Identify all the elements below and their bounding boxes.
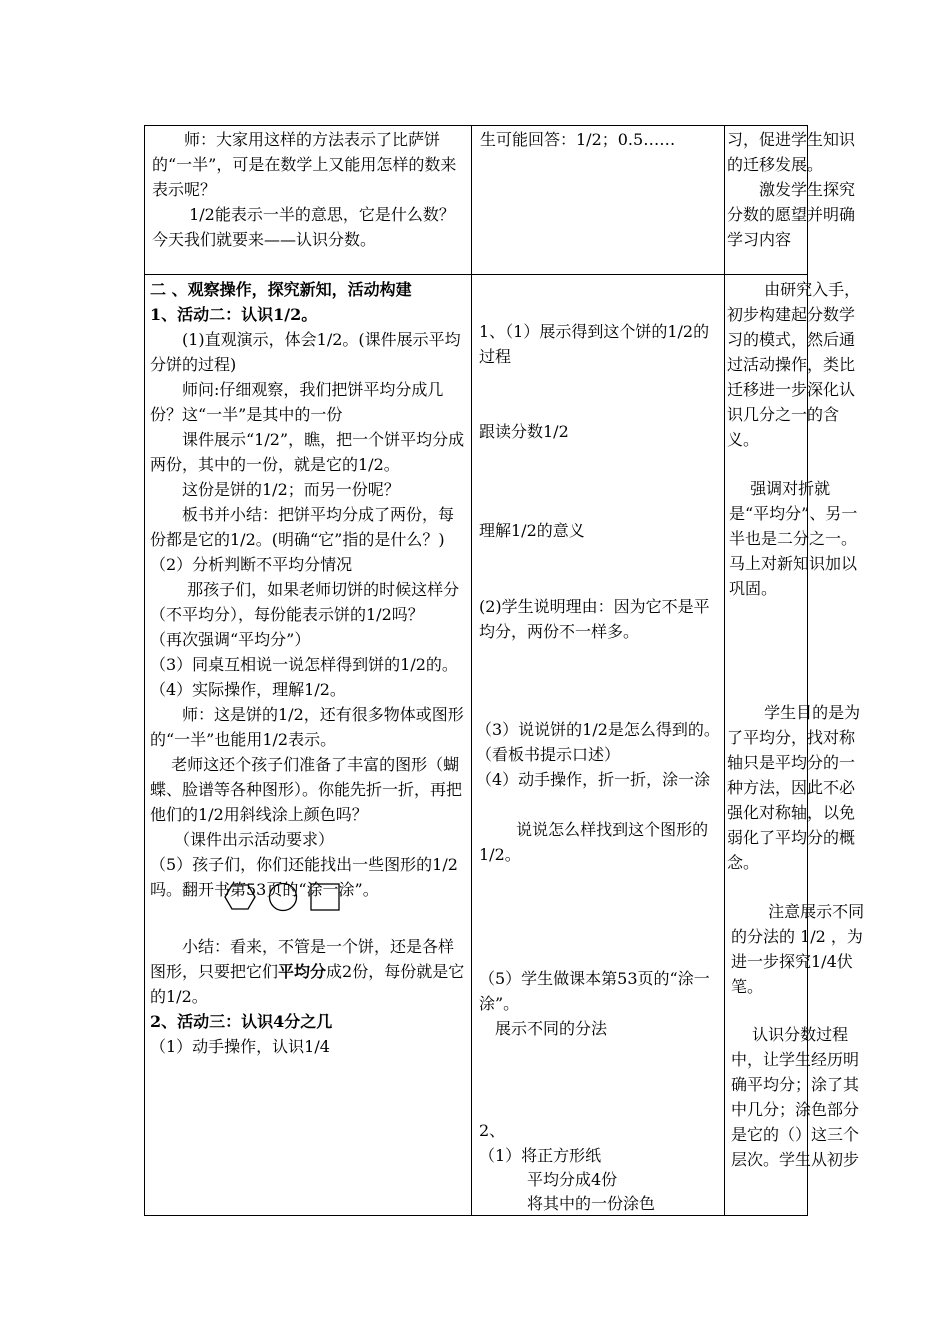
row2-teacher-cell (150, 277, 468, 1059)
teacher-text: 老师这还个孩子们准备了丰富的图形（蝴蝶、脸谱等各种图形）。你能先折一折，再把他们的1/2用斜线涂上颜色吗？ (150, 755, 463, 824)
row2-student-text: 平均分成4份 (479, 1170, 618, 1189)
teacher-text: （4）实际操作，理解1/2。 (150, 680, 346, 699)
teacher-text: 板书并小结：把饼平均分成了两份，每份都是它的1/2。(明确“它”指的是什么？) (150, 505, 455, 549)
student-text: 生可能回答：1/2；0.5…… (480, 130, 676, 149)
summary-part: 小结：看来，不管是一个饼，还是各样图形，只要把它们 (150, 937, 455, 981)
intent-text: 习，促进学生知识的迁移发展。 (727, 130, 856, 174)
row2-student-text: 理解1/2的意义 (479, 521, 585, 540)
circle-icon (268, 882, 298, 912)
teacher-text: （课件出示活动要求） (150, 830, 335, 849)
row2-student-text: （3）说说饼的1/2是怎么得到的。（看板书提示口述） (476, 720, 720, 764)
teacher-text: 师：大家用这样的方法表示了比萨饼的“一半”，可是在数学上又能用怎样的数来表示呢？ (152, 130, 457, 199)
hexagon-icon (224, 884, 256, 910)
row2-intent-text: 学生目的是为了平均分，找对称轴只是平均分的一种方法，因此不必强化对称轴，以免弱化了平均分的概念。 (727, 703, 861, 872)
row1-student-cell (480, 127, 720, 152)
summary-part: 成2份，每份就是它的1/2。 (150, 962, 465, 1006)
row2-intent-text: 由研究入手，初步构建起分数学习的模式，然后通过活动操作，类比迁移进一步深化认识几分之一的含义。 (727, 280, 861, 449)
table-border-left (144, 125, 145, 1216)
teacher-text: （2）分析判断不平均分情况 (150, 555, 353, 574)
section-heading: 二 、观察操作，探究新知，活动构建 (150, 280, 412, 299)
row2-student-text: 2、 (479, 1121, 506, 1140)
row2-student-text: （4）动手操作，折一折，涂一涂 (476, 770, 711, 789)
intent-text: 激发学生探究分数的愿望并明确学习内容 (727, 180, 856, 249)
row2-student-text: 1、（1）展示得到这个饼的1/2的过程 (479, 322, 710, 366)
teacher-text: （1）动手操作，认识1/4 (150, 1037, 330, 1056)
blank-line (150, 914, 468, 934)
teacher-text: (1)直观演示，体会1/2。(课件展示平均分饼的过程) (150, 330, 461, 374)
teacher-text: 1/2能表示一半的意思，它是什么数？今天我们就要来——认识分数。 (152, 205, 455, 249)
row1-intent-cell (727, 127, 865, 252)
row2-student-text: 跟读分数1/2 (479, 422, 569, 441)
row2-student-text: 说说怎么样找到这个图形的1/2。 (479, 820, 709, 864)
summary-emphasis: 平均分 (278, 962, 327, 981)
teacher-text: 那孩子们，如果老师切饼的时候这样分（不平均分），每份能表示饼的1/2吗？ (150, 580, 460, 624)
row2-student-text: (2)学生说明理由：因为它不是平均分，两份不一样多。 (479, 597, 710, 641)
row1-teacher-cell (152, 127, 466, 252)
row2-student-text: （1）将正方形纸 (479, 1146, 602, 1165)
table-row-divider (144, 274, 808, 275)
row2-intent-text: 强调对折就是“平均分”、另一半也是二分之一。马上对新知识加以巩固。 (729, 479, 858, 598)
teacher-text: （再次强调“平均分”） (150, 630, 311, 649)
table-column-divider-2 (724, 125, 725, 1216)
row2-student-text: 将其中的一份涂色 (479, 1194, 656, 1213)
square-icon (310, 883, 340, 911)
activity-heading: 2、活动三：认识4分之几 (150, 1012, 333, 1031)
row2-intent-text: 注意展示不同的分法的 1/2 ，为进一步探究1/4伏笔。 (731, 902, 865, 996)
teacher-text: （5）孩子们，你们还能找出一些图形的1/2吗。翻开书第53页的“涂一涂”。 (150, 855, 458, 899)
summary-text (150, 934, 468, 1009)
activity-heading: 1、活动二：认识1/2。 (150, 305, 318, 324)
teacher-text: 课件展示“1/2”，瞧，把一个饼平均分成两份，其中的一份，就是它的1/2。 (150, 430, 465, 474)
row2-student-text: 展示不同的分法 (479, 1019, 608, 1038)
row2-student-text: （5）学生做课本第53页的“涂一涂”。 (479, 969, 710, 1013)
table-column-divider-1 (471, 125, 472, 1216)
table-border-top (144, 125, 808, 126)
teacher-text: 师：这是饼的1/2，还有很多物体或图形的“一半”也能用1/2表示。 (150, 705, 464, 749)
row2-intent-text: 认识分数过程中，让学生经历明确平均分；涂了其中几分；涂色部分是它的（）这三个层次。学生从初步 (731, 1025, 860, 1169)
teacher-text: （3）同桌互相说一说怎样得到饼的1/2的。 (150, 655, 458, 674)
teacher-text: 这份是饼的1/2；而另一份呢？ (150, 480, 400, 499)
teacher-text: 师问:仔细观察，我们把饼平均分成几份？这“一半”是其中的一份 (150, 380, 444, 424)
